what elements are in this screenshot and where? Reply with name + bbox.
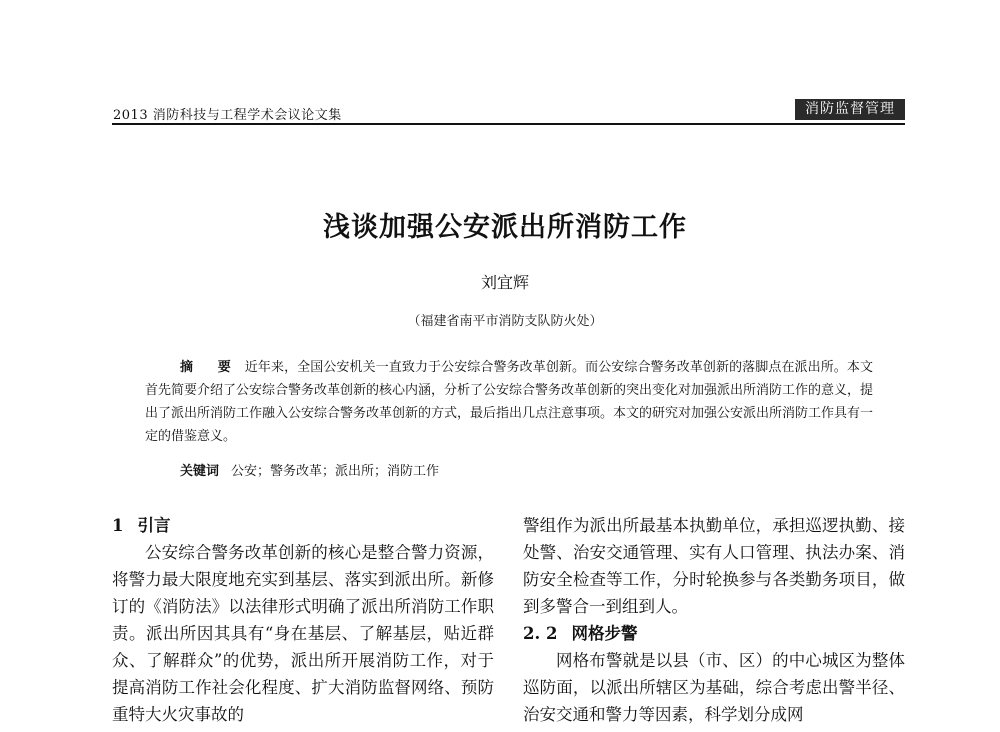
section-tag: 消防监督管理 bbox=[795, 99, 905, 120]
section-1-number: 1 bbox=[112, 516, 124, 535]
section-2-2-number: 2. 2 bbox=[523, 624, 558, 643]
section-1-heading bbox=[112, 512, 494, 539]
keywords-label: 关键词 bbox=[180, 464, 220, 479]
author-affiliation: （福建省南平市消防支队防火处） bbox=[407, 314, 603, 329]
header-rule bbox=[112, 123, 905, 125]
article-title: 浅谈加强公安派出所消防工作 bbox=[323, 212, 687, 243]
abstract-label: 摘 要 bbox=[180, 360, 241, 375]
keywords-line bbox=[180, 460, 439, 479]
keywords-text: 公安；警务改革；派出所；消防工作 bbox=[231, 464, 440, 479]
section-1-title: 引言 bbox=[137, 516, 171, 535]
abstract-text: 近年来，全国公安机关一直致力于公安综合警务改革创新。而公安综合警务改革创新的落脚点在派出所。本文首先简要介绍了公安综合警务改革创新的核心内涵，分析了公安综合警务改革创新的突出变化对加强派出所消防工作的意义，提出了派出所消防工作融入公安综合警务改革创新的方式，最后指出几点注意事项。本文的研究对加强公安派出所消防工作具有一定的借鉴意义。 bbox=[145, 360, 874, 444]
author-name: 刘宜辉 bbox=[480, 273, 529, 292]
continued-paragraph: 警组作为派出所最基本执勤单位，承担巡逻执勤、接处警、治安交通管理、实有人口管理、执法办案、消防安全检查等工作，分时轮换参与各类勤务项目，做到多警合一到组到人。 bbox=[523, 516, 905, 616]
left-column bbox=[112, 512, 494, 728]
right-column bbox=[523, 512, 905, 728]
abstract-block bbox=[145, 356, 873, 448]
section-2-2-title: 网格步警 bbox=[571, 624, 638, 643]
journal-running-head: 2013 消防科技与工程学术会议论文集 bbox=[113, 108, 342, 123]
section-1-paragraph: 公安综合警务改革创新的核心是整合警力资源，将警力最大限度地充实到基层、落实到派出所。新修订的《消防法》以法律形式明确了派出所消防工作职责。派出所因其具有“身在基层、了解基层，贴近群众、了解群众”的优势，派出所开展消防工作，对于提高消防工作社会化程度、扩大消防监督网络、预防重特大火灾事故的 bbox=[112, 543, 494, 724]
section-2-2-paragraph: 网格布警就是以县（市、区）的中心城区为整体巡防面，以派出所辖区为基础，综合考虑出警半径、治安交通和警力等因素，科学划分成网 bbox=[523, 651, 905, 724]
section-2-2-heading bbox=[523, 620, 905, 647]
